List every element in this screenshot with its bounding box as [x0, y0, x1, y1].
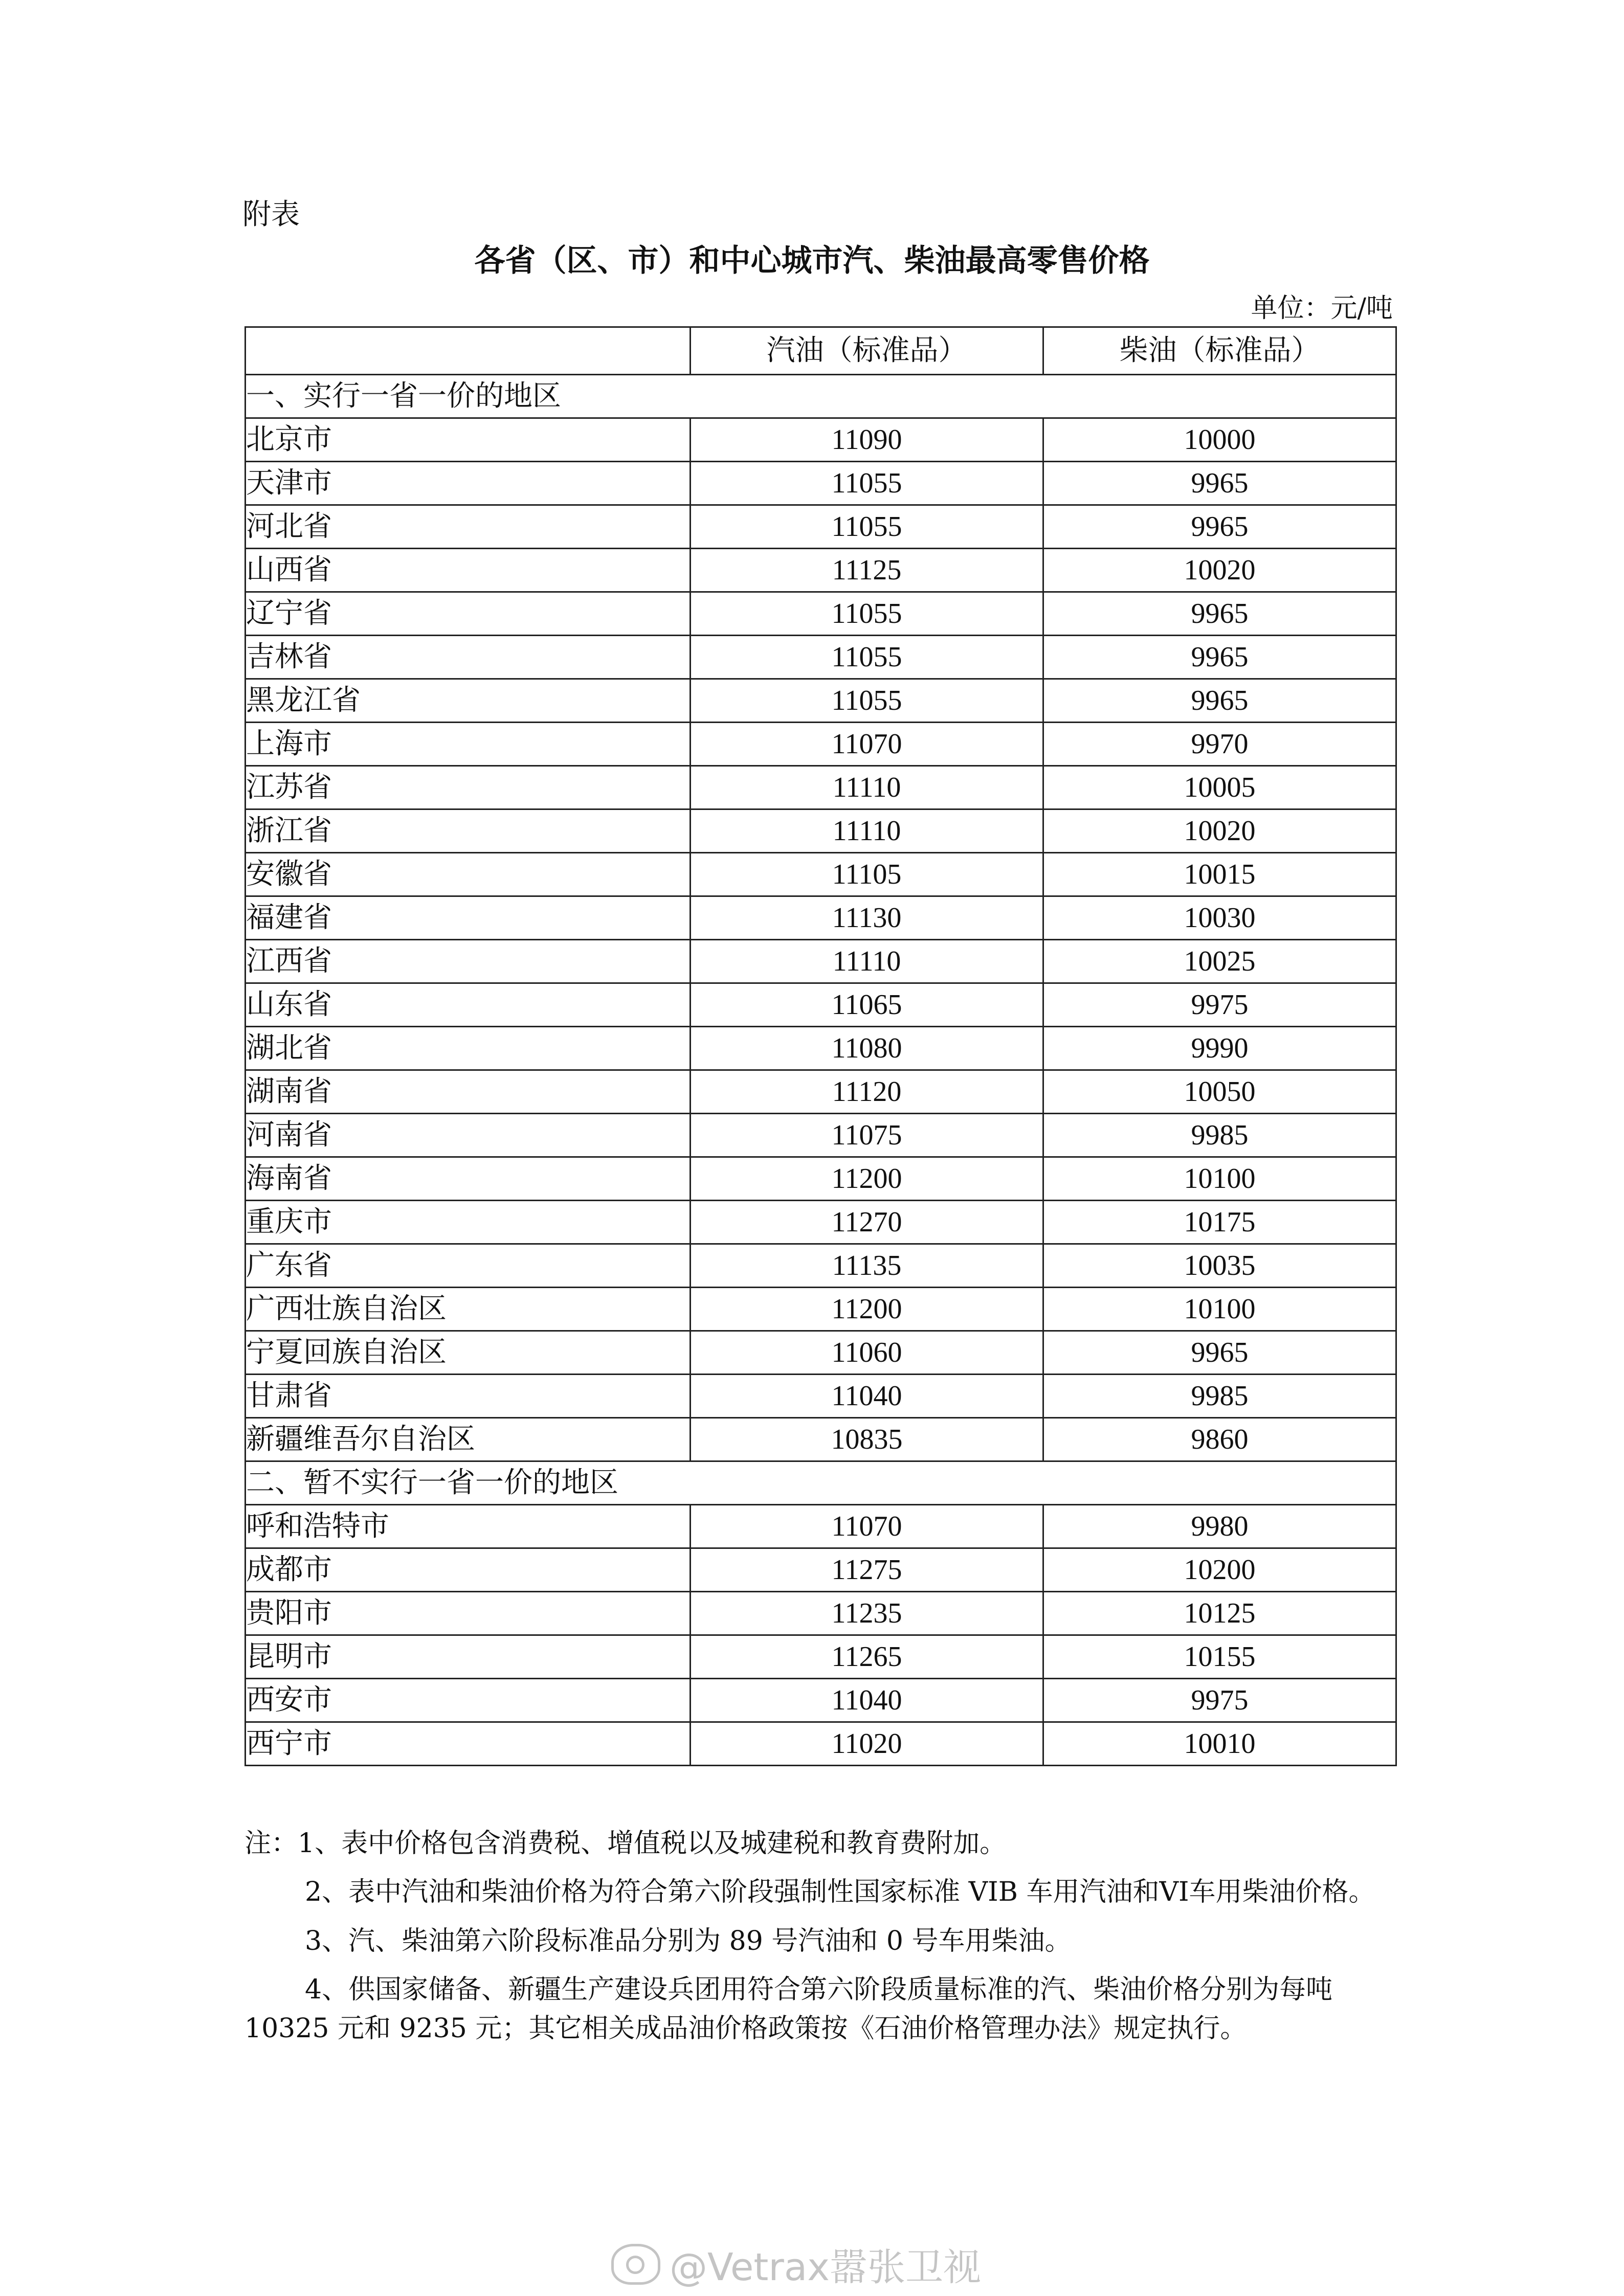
region-cell: 河南省 — [246, 1114, 691, 1157]
gasoline-price-cell: 11200 — [691, 1288, 1043, 1331]
diesel-price-cell: 9975 — [1043, 1679, 1396, 1722]
diesel-price-cell: 9985 — [1043, 1375, 1396, 1418]
table-row — [246, 1331, 1396, 1375]
gasoline-price-cell: 11070 — [691, 723, 1043, 766]
table-row — [246, 1157, 1396, 1201]
region-cell: 辽宁省 — [246, 592, 691, 636]
table-row — [246, 1548, 1396, 1592]
diesel-price-cell: 10125 — [1043, 1592, 1396, 1635]
gasoline-price-cell: 11135 — [691, 1244, 1043, 1288]
gasoline-price-cell: 11275 — [691, 1548, 1043, 1592]
header-gasoline: 汽油（标准品） — [691, 327, 1043, 375]
region-cell: 北京市 — [246, 418, 691, 462]
region-cell: 江西省 — [246, 940, 691, 983]
diesel-price-cell: 9965 — [1043, 636, 1396, 679]
table-row — [246, 1114, 1396, 1157]
diesel-price-cell: 10050 — [1043, 1070, 1396, 1114]
region-cell: 天津市 — [246, 462, 691, 505]
gasoline-price-cell: 11060 — [691, 1331, 1043, 1375]
region-cell: 安徽省 — [246, 853, 691, 896]
region-cell: 山西省 — [246, 549, 691, 592]
diesel-price-cell: 10005 — [1043, 766, 1396, 809]
region-cell: 重庆市 — [246, 1201, 691, 1244]
region-cell: 呼和浩特市 — [246, 1505, 691, 1548]
gasoline-price-cell: 11090 — [691, 418, 1043, 462]
table-row — [246, 853, 1396, 896]
diesel-price-cell: 9965 — [1043, 505, 1396, 549]
table-row — [246, 983, 1396, 1027]
gasoline-price-cell: 11125 — [691, 549, 1043, 592]
gasoline-price-cell: 10835 — [691, 1418, 1043, 1461]
gasoline-price-cell: 11110 — [691, 766, 1043, 809]
region-cell: 广西壮族自治区 — [246, 1288, 691, 1331]
region-cell: 海南省 — [246, 1157, 691, 1201]
table-row — [246, 1288, 1396, 1331]
region-cell: 河北省 — [246, 505, 691, 549]
diesel-price-cell: 10155 — [1043, 1635, 1396, 1679]
diesel-price-cell: 9860 — [1043, 1418, 1396, 1461]
region-cell: 西宁市 — [246, 1722, 691, 1766]
table-row — [246, 592, 1396, 636]
diesel-price-cell: 10015 — [1043, 853, 1396, 896]
gasoline-price-cell: 11070 — [691, 1505, 1043, 1548]
table-row — [246, 1418, 1396, 1461]
diesel-price-cell: 9970 — [1043, 723, 1396, 766]
region-cell: 西安市 — [246, 1679, 691, 1722]
region-cell: 昆明市 — [246, 1635, 691, 1679]
diesel-price-cell: 9985 — [1043, 1114, 1396, 1157]
gasoline-price-cell: 11040 — [691, 1679, 1043, 1722]
table-row — [246, 1244, 1396, 1288]
gasoline-price-cell: 11040 — [691, 1375, 1043, 1418]
table-row — [246, 549, 1396, 592]
table-row — [246, 1375, 1396, 1418]
table-row — [246, 723, 1396, 766]
region-cell: 吉林省 — [246, 636, 691, 679]
diesel-price-cell: 10030 — [1043, 896, 1396, 940]
diesel-price-cell: 10175 — [1043, 1201, 1396, 1244]
gasoline-price-cell: 11055 — [691, 592, 1043, 636]
diesel-price-cell: 10010 — [1043, 1722, 1396, 1766]
price-table — [244, 326, 1397, 1766]
note-1: 注：1、表中价格包含消费税、增值税以及城建税和教育费附加。 — [244, 1828, 1007, 1859]
diesel-price-cell: 9990 — [1043, 1027, 1396, 1070]
table-row — [246, 1201, 1396, 1244]
diesel-price-cell: 9975 — [1043, 983, 1396, 1027]
table-header-row — [246, 327, 1396, 375]
gasoline-price-cell: 11080 — [691, 1027, 1043, 1070]
region-cell: 贵阳市 — [246, 1592, 691, 1635]
table-row — [246, 418, 1396, 462]
region-cell: 新疆维吾尔自治区 — [246, 1418, 691, 1461]
table-row — [246, 1722, 1396, 1766]
section-row — [246, 375, 1396, 418]
section-heading: 一、实行一省一价的地区 — [246, 375, 1396, 418]
diesel-price-cell: 10200 — [1043, 1548, 1396, 1592]
gasoline-price-cell: 11120 — [691, 1070, 1043, 1114]
region-cell: 成都市 — [246, 1548, 691, 1592]
header-diesel: 柴油（标准品） — [1043, 327, 1396, 375]
table-row — [246, 1592, 1396, 1635]
gasoline-price-cell: 11055 — [691, 636, 1043, 679]
gasoline-price-cell: 11270 — [691, 1201, 1043, 1244]
table-row — [246, 896, 1396, 940]
table-row — [246, 766, 1396, 809]
gasoline-price-cell: 11110 — [691, 940, 1043, 983]
diesel-price-cell: 10020 — [1043, 809, 1396, 853]
table-row — [246, 1505, 1396, 1548]
table-row — [246, 1027, 1396, 1070]
diesel-price-cell: 9965 — [1043, 592, 1396, 636]
gasoline-price-cell: 11110 — [691, 809, 1043, 853]
region-cell: 江苏省 — [246, 766, 691, 809]
watermark — [611, 2237, 981, 2291]
unit-label: 单位：元/吨 — [1251, 293, 1393, 324]
header-region-cell — [246, 327, 691, 375]
watermark-text: @Vetrax嚣张卫视 — [670, 2245, 981, 2289]
note-3: 3、汽、柴油第六阶段标准品分别为 89 号汽油和 0 号车用柴油。 — [305, 1925, 1072, 1956]
diesel-price-cell: 10000 — [1043, 418, 1396, 462]
region-cell: 湖北省 — [246, 1027, 691, 1070]
region-cell: 黑龙江省 — [246, 679, 691, 723]
gasoline-price-cell: 11130 — [691, 896, 1043, 940]
diesel-price-cell: 10035 — [1043, 1244, 1396, 1288]
gasoline-price-cell: 11105 — [691, 853, 1043, 896]
section-row — [246, 1461, 1396, 1505]
region-cell: 宁夏回族自治区 — [246, 1331, 691, 1375]
page-title: 各省（区、市）和中心城市汽、柴油最高零售价格 — [474, 243, 1150, 279]
table-row — [246, 679, 1396, 723]
gasoline-price-cell: 11020 — [691, 1722, 1043, 1766]
diesel-price-cell: 10100 — [1043, 1157, 1396, 1201]
gasoline-price-cell: 11235 — [691, 1592, 1043, 1635]
table-row — [246, 1635, 1396, 1679]
diesel-price-cell: 9965 — [1043, 679, 1396, 723]
diesel-price-cell: 9965 — [1043, 1331, 1396, 1375]
note-4: 4、供国家储备、新疆生产建设兵团用符合第六阶段质量标准的汽、柴油价格分别为每吨 10325 元和 9235 元；其它相关成品油价格政策按《石油价格管理办法》规定执行。 — [244, 1974, 1333, 2044]
table-row — [246, 505, 1396, 549]
region-cell: 福建省 — [246, 896, 691, 940]
region-cell: 上海市 — [246, 723, 691, 766]
diesel-price-cell: 9965 — [1043, 462, 1396, 505]
gasoline-price-cell: 11055 — [691, 505, 1043, 549]
gasoline-price-cell: 11075 — [691, 1114, 1043, 1157]
note-2: 2、表中汽油和柴油价格为符合第六阶段强制性国家标准 VIB 车用汽油和VI车用柴油价格。 — [305, 1877, 1375, 1908]
table-row — [246, 1679, 1396, 1722]
gasoline-price-cell: 11065 — [691, 983, 1043, 1027]
gasoline-price-cell: 11265 — [691, 1635, 1043, 1679]
gasoline-price-cell: 11200 — [691, 1157, 1043, 1201]
diesel-price-cell: 10025 — [1043, 940, 1396, 983]
diesel-price-cell: 10020 — [1043, 549, 1396, 592]
region-cell: 湖南省 — [246, 1070, 691, 1114]
gasoline-price-cell: 11055 — [691, 462, 1043, 505]
table-row — [246, 940, 1396, 983]
appendix-label: 附表 — [242, 198, 300, 231]
region-cell: 广东省 — [246, 1244, 691, 1288]
diesel-price-cell: 9980 — [1043, 1505, 1396, 1548]
diesel-price-cell: 10100 — [1043, 1288, 1396, 1331]
table-row — [246, 809, 1396, 853]
notes — [244, 1825, 1395, 2058]
region-cell: 浙江省 — [246, 809, 691, 853]
table-row — [246, 462, 1396, 505]
weibo-icon — [611, 2244, 660, 2285]
region-cell: 甘肃省 — [246, 1375, 691, 1418]
section-heading: 二、暂不实行一省一价的地区 — [246, 1461, 1396, 1505]
price-table-body — [246, 327, 1396, 1766]
region-cell: 山东省 — [246, 983, 691, 1027]
gasoline-price-cell: 11055 — [691, 679, 1043, 723]
table-row — [246, 1070, 1396, 1114]
table-row — [246, 636, 1396, 679]
